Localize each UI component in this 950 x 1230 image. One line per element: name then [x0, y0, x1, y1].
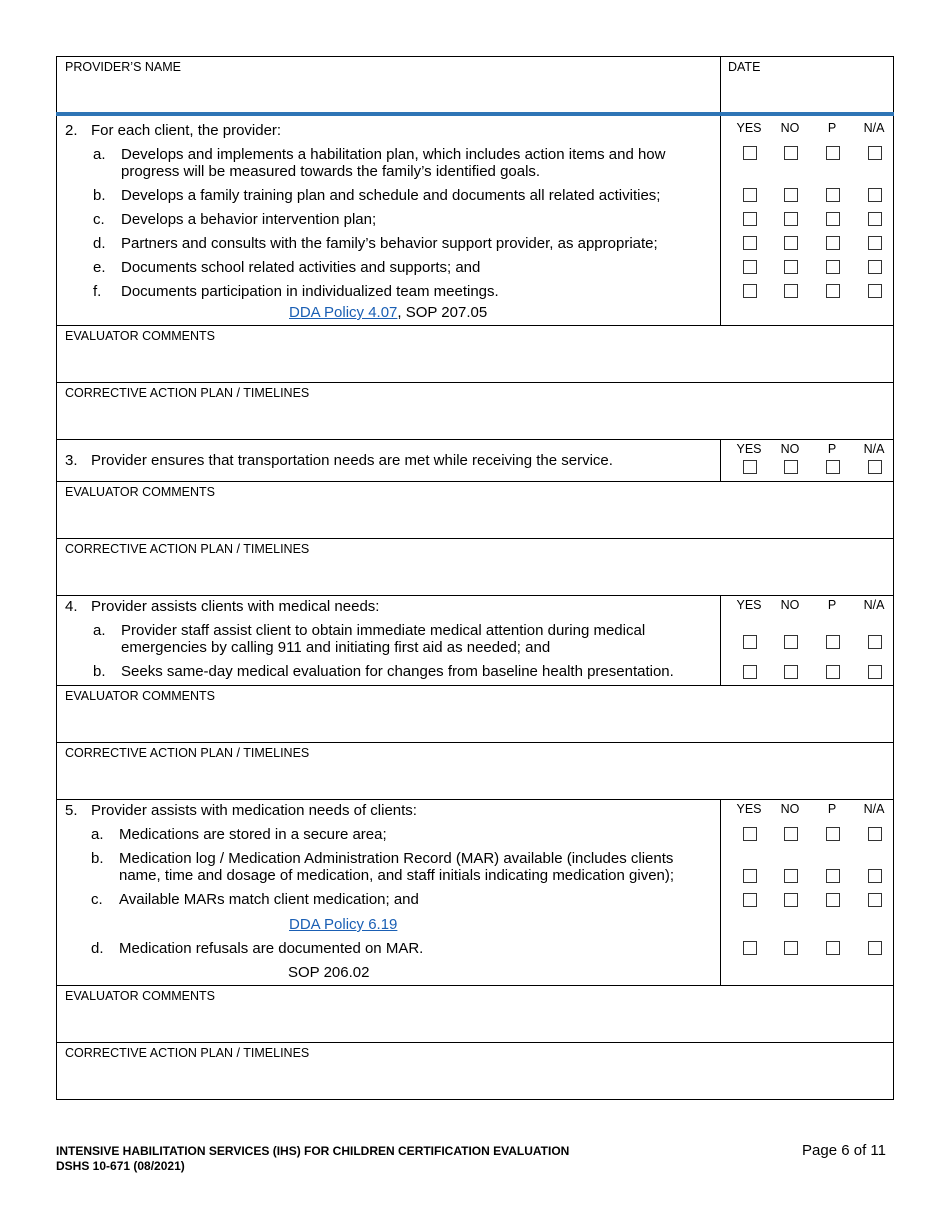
- q3-evaluator-comments-label: EVALUATOR COMMENTS: [65, 485, 216, 499]
- q4b-no-checkbox[interactable]: [784, 665, 798, 679]
- q4a-na-checkbox[interactable]: [868, 635, 882, 649]
- q5d-p-checkbox[interactable]: [826, 941, 840, 955]
- header-provider-field[interactable]: [57, 76, 719, 110]
- q5d-yes-checkbox[interactable]: [743, 941, 757, 955]
- q2-item-a-text2: progress will be measured towards the family’s identified goals.: [121, 163, 541, 180]
- q4-corrective-action[interactable]: [56, 742, 894, 800]
- q2-item-b-text: Develops a family training plan and schedule and documents all related activities;: [121, 187, 661, 204]
- q4-item-b-letter: b.: [93, 663, 106, 680]
- footer-title: INTENSIVE HABILITATION SERVICES (IHS) FOR CHILDREN CERTIFICATION EVALUATION: [56, 1144, 570, 1158]
- q2a-na-checkbox[interactable]: [868, 146, 882, 160]
- q5c-yes-checkbox[interactable]: [743, 893, 757, 907]
- q2c-p-checkbox[interactable]: [826, 212, 840, 226]
- q2-item-c-letter: c.: [93, 211, 105, 228]
- q5b-no-checkbox[interactable]: [784, 869, 798, 883]
- q5a-yes-checkbox[interactable]: [743, 827, 757, 841]
- q4-corrective-action-label: CORRECTIVE ACTION PLAN / TIMELINES: [65, 746, 310, 760]
- col-na: N/A: [863, 121, 885, 135]
- q2-corrective-action[interactable]: [56, 382, 894, 440]
- q5-col-na: N/A: [863, 802, 885, 816]
- q2a-p-checkbox[interactable]: [826, 146, 840, 160]
- q2b-yes-checkbox[interactable]: [743, 188, 757, 202]
- q2a-no-checkbox[interactable]: [784, 146, 798, 160]
- q4b-p-checkbox[interactable]: [826, 665, 840, 679]
- q3-yes-checkbox[interactable]: [743, 460, 757, 474]
- question-2-section: [56, 116, 894, 326]
- question-5-section: [56, 799, 894, 986]
- q5-reference-policy: [289, 916, 397, 934]
- q2f-na-checkbox[interactable]: [868, 284, 882, 298]
- q5d-na-checkbox[interactable]: [868, 941, 882, 955]
- q5-item-a-letter: a.: [91, 826, 104, 843]
- q5-item-d-letter: d.: [91, 940, 104, 957]
- q3-p-checkbox[interactable]: [826, 460, 840, 474]
- q5-evaluator-comments[interactable]: [56, 985, 894, 1043]
- q2e-p-checkbox[interactable]: [826, 260, 840, 274]
- q5b-p-checkbox[interactable]: [826, 869, 840, 883]
- question-4-section: [56, 595, 894, 686]
- q5-col-yes: YES: [736, 802, 762, 816]
- q2-item-a-letter: a.: [93, 146, 106, 163]
- q3-col-na: N/A: [863, 442, 885, 456]
- q3-corrective-action-label: CORRECTIVE ACTION PLAN / TIMELINES: [65, 542, 310, 556]
- q2f-yes-checkbox[interactable]: [743, 284, 757, 298]
- q2-item-b-letter: b.: [93, 187, 106, 204]
- q2e-na-checkbox[interactable]: [868, 260, 882, 274]
- q4-item-a-letter: a.: [93, 622, 106, 639]
- q3-corrective-action[interactable]: [56, 538, 894, 596]
- q2-item-d-letter: d.: [93, 235, 106, 252]
- q2-text: For each client, the provider:: [91, 122, 282, 139]
- q5b-yes-checkbox[interactable]: [743, 869, 757, 883]
- q5b-na-checkbox[interactable]: [868, 869, 882, 883]
- q4b-na-checkbox[interactable]: [868, 665, 882, 679]
- q5-text: Provider assists with medication needs of clients:: [91, 802, 417, 819]
- q5-number: 5.: [65, 802, 78, 819]
- q5-item-a-text: Medications are stored in a secure area;: [119, 826, 387, 843]
- q4-col-p: P: [827, 598, 837, 612]
- q2-evaluator-comments-label: EVALUATOR COMMENTS: [65, 329, 216, 343]
- q5-item-c-text: Available MARs match client medication; and: [119, 891, 419, 908]
- q2e-yes-checkbox[interactable]: [743, 260, 757, 274]
- q2e-no-checkbox[interactable]: [784, 260, 798, 274]
- q4a-p-checkbox[interactable]: [826, 635, 840, 649]
- q4-col-yes: YES: [736, 598, 762, 612]
- date-label: DATE: [728, 60, 761, 74]
- footer-form-number: DSHS 10-671 (08/2021): [56, 1159, 185, 1173]
- q5c-na-checkbox[interactable]: [868, 893, 882, 907]
- q5-reference-sop: SOP 206.02: [288, 964, 370, 981]
- q4-evaluator-comments[interactable]: [56, 685, 894, 743]
- q5-col-no: NO: [780, 802, 800, 816]
- q5-evaluator-comments-label: EVALUATOR COMMENTS: [65, 989, 216, 1003]
- q5-item-d-text: Medication refusals are documented on MAR.: [119, 940, 424, 957]
- q2-item-a-text1: Develops and implements a habilitation plan, which includes action items and how: [121, 146, 666, 163]
- q2-number: 2.: [65, 122, 78, 139]
- q4-col-na: N/A: [863, 598, 885, 612]
- q3-no-checkbox[interactable]: [784, 460, 798, 474]
- q5-col-p: P: [827, 802, 837, 816]
- q2-reference: [289, 304, 487, 322]
- q2f-p-checkbox[interactable]: [826, 284, 840, 298]
- q2-evaluator-comments[interactable]: [56, 325, 894, 383]
- q2b-p-checkbox[interactable]: [826, 188, 840, 202]
- q3-text: Provider ensures that transportation needs are met while receiving the service.: [91, 452, 613, 469]
- q5-corrective-action[interactable]: [56, 1042, 894, 1100]
- q2c-yes-checkbox[interactable]: [743, 212, 757, 226]
- q4-col-no: NO: [780, 598, 800, 612]
- q4a-no-checkbox[interactable]: [784, 635, 798, 649]
- q5d-no-checkbox[interactable]: [784, 941, 798, 955]
- header-date-field[interactable]: [721, 76, 893, 110]
- provider-name-label: PROVIDER’S NAME: [65, 60, 181, 74]
- col-yes: YES: [736, 121, 762, 135]
- q5c-p-checkbox[interactable]: [826, 893, 840, 907]
- q5a-na-checkbox[interactable]: [868, 827, 882, 841]
- q4-evaluator-comments-label: EVALUATOR COMMENTS: [65, 689, 216, 703]
- q5-item-b-text1: Medication log / Medication Administration Record (MAR) available (includes clients: [119, 850, 674, 867]
- dda-policy-6-19-link[interactable]: DDA Policy 6.19: [289, 916, 398, 933]
- q2-item-e-text: Documents school related activities and supports; and: [121, 259, 481, 276]
- q5a-p-checkbox[interactable]: [826, 827, 840, 841]
- col-p: P: [827, 121, 837, 135]
- q5-item-b-text2: name, time and dosage of medication, and staff initials indicating medication given);: [119, 867, 675, 884]
- q5c-no-checkbox[interactable]: [784, 893, 798, 907]
- q3-col-yes: YES: [736, 442, 762, 456]
- q4-text: Provider assists clients with medical needs:: [91, 598, 380, 615]
- q5a-no-checkbox[interactable]: [784, 827, 798, 841]
- q4a-yes-checkbox[interactable]: [743, 635, 757, 649]
- question-3-section: [56, 439, 894, 482]
- q3-evaluator-comments[interactable]: [56, 481, 894, 539]
- q2-reference-rest: , SOP 207.05: [397, 304, 488, 321]
- q2-corrective-action-label: CORRECTIVE ACTION PLAN / TIMELINES: [65, 386, 310, 400]
- q4-number: 4.: [65, 598, 78, 615]
- q3-col-no: NO: [780, 442, 800, 456]
- q2b-na-checkbox[interactable]: [868, 188, 882, 202]
- q5-item-c-letter: c.: [91, 891, 103, 908]
- q2f-no-checkbox[interactable]: [784, 284, 798, 298]
- q3-col-p: P: [827, 442, 837, 456]
- q2d-p-checkbox[interactable]: [826, 236, 840, 250]
- q4-item-a-text1: Provider staff assist client to obtain immediate medical attention during medical: [121, 622, 646, 639]
- dda-policy-4-07-link[interactable]: DDA Policy 4.07: [289, 304, 398, 321]
- q2-item-c-text: Develops a behavior intervention plan;: [121, 211, 377, 228]
- q3-number: 3.: [65, 452, 78, 469]
- q2b-no-checkbox[interactable]: [784, 188, 798, 202]
- q2-item-f-letter: f.: [93, 283, 102, 300]
- q2a-yes-checkbox[interactable]: [743, 146, 757, 160]
- q5-corrective-action-label: CORRECTIVE ACTION PLAN / TIMELINES: [65, 1046, 310, 1060]
- q2c-no-checkbox[interactable]: [784, 212, 798, 226]
- q4-item-a-text2: emergencies by calling 911 and initiating first aid as needed; and: [121, 639, 551, 656]
- page-number: Page 6 of 11: [802, 1142, 886, 1159]
- q2d-yes-checkbox[interactable]: [743, 236, 757, 250]
- q2-item-d-text: Partners and consults with the family’s behavior support provider, as appropriate;: [121, 235, 658, 252]
- q2d-na-checkbox[interactable]: [868, 236, 882, 250]
- q2c-na-checkbox[interactable]: [868, 212, 882, 226]
- col-no: NO: [780, 121, 800, 135]
- q2-item-f-text: Documents participation in individualized team meetings.: [121, 283, 499, 300]
- q5-item-b-letter: b.: [91, 850, 104, 867]
- q3-na-checkbox[interactable]: [868, 460, 882, 474]
- q2-item-e-letter: e.: [93, 259, 106, 276]
- q4b-yes-checkbox[interactable]: [743, 665, 757, 679]
- q2d-no-checkbox[interactable]: [784, 236, 798, 250]
- q4-item-b-text: Seeks same-day medical evaluation for changes from baseline health presentation.: [121, 663, 674, 680]
